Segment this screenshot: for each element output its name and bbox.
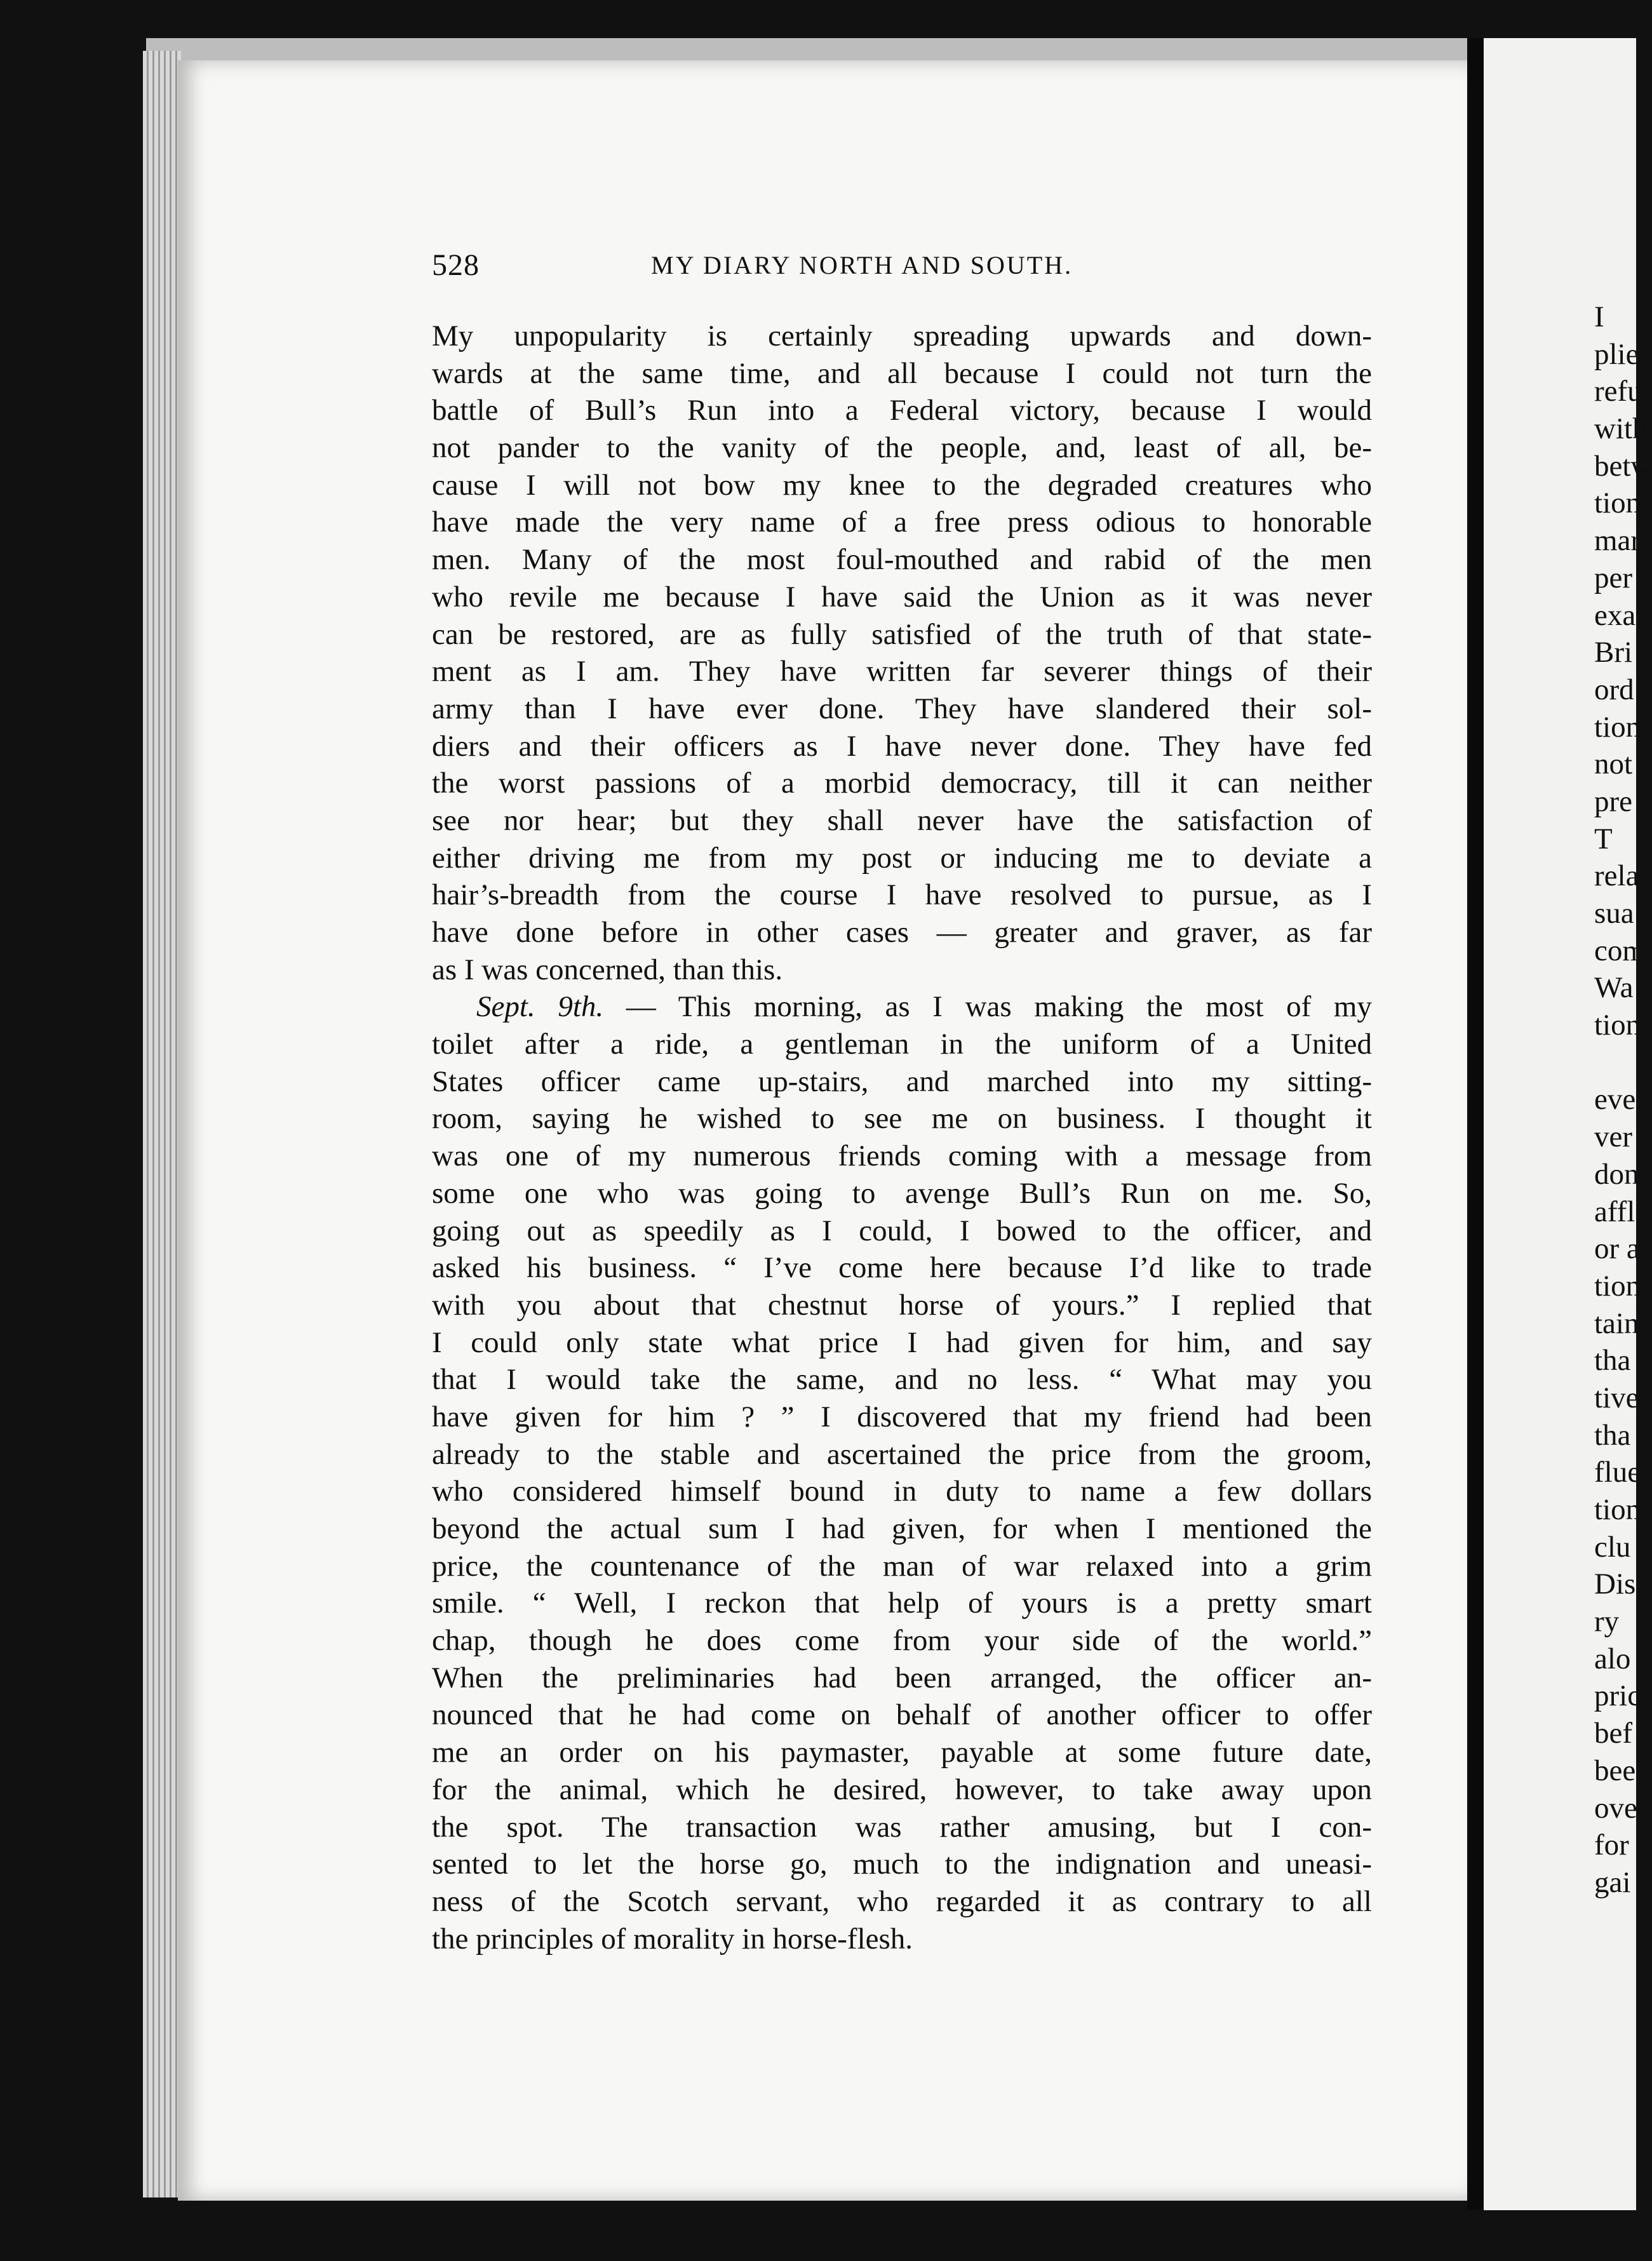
facing-text-fragment: Wa	[1594, 971, 1634, 1005]
text-line: not pander to the vanity of the people, and, least of all, be-	[432, 431, 1372, 465]
facing-text-fragment: tion	[1594, 710, 1641, 744]
diary-date: Sept. 9th.	[476, 990, 604, 1024]
facing-text-fragment: for	[1594, 1828, 1629, 1862]
text-line: was one of my numerous friends coming with a message from	[432, 1139, 1372, 1173]
text-line: the spot. The transaction was rather amusing, but I con-	[432, 1810, 1372, 1844]
text-line: toilet after a ride, a gentleman in the uniform of a United	[432, 1028, 1372, 1061]
text-line	[432, 988, 1372, 1026]
text-line: already to the stable and ascertained the price from the groom,	[432, 1437, 1372, 1471]
facing-text-fragment: tive	[1594, 1381, 1639, 1414]
text-line: who considered himself bound in duty to name a few dollars	[432, 1475, 1372, 1508]
text-line: nounced that he had come on behalf of another officer to offer	[432, 1698, 1372, 1732]
facing-text-fragment: don	[1594, 1157, 1639, 1191]
facing-text-fragment: ver	[1594, 1120, 1633, 1154]
facing-text-fragment: mar	[1594, 524, 1641, 558]
text-line: ment as I am. They have written far severer things of their	[432, 655, 1372, 688]
text-line: States officer came up-stairs, and marched into my sitting-	[432, 1064, 1372, 1098]
facing-text-fragment: pric	[1594, 1679, 1641, 1713]
text-line: that I would take the same, and no less. “ What may you	[432, 1363, 1372, 1397]
text-line-rest: — This morning, as I was making the most of my	[603, 990, 1372, 1024]
text-line: My unpopularity is certainly spreading upwards and down-	[432, 319, 1372, 352]
facing-text-fragment: with	[1594, 412, 1648, 446]
text-line: some one who was going to avenge Bull’s Run on me. So,	[432, 1176, 1372, 1210]
facing-text-fragment: tion	[1594, 1493, 1641, 1526]
text-line: chap, though he does come from your side of the world.”	[432, 1624, 1372, 1658]
text-line: the principles of morality in horse-flesh.	[432, 1922, 913, 1956]
facing-text-fragment: I	[1594, 300, 1604, 333]
facing-text-fragment: per	[1594, 561, 1633, 594]
text-line: beyond the actual sum I had given, for when I mentioned the	[432, 1512, 1372, 1545]
facing-text-fragment: flue	[1594, 1456, 1641, 1489]
body-text	[432, 318, 1372, 1957]
text-line: see nor hear; but they shall never have the satisfaction of	[432, 803, 1372, 837]
text-line: hair’s-breadth from the course I have resolved to pursue, as I	[432, 878, 1372, 912]
text-line: wards at the same time, and all because I could not turn the	[432, 356, 1372, 390]
page-leaf-edges	[143, 51, 181, 2197]
text-line: sented to let the horse go, much to the indignation and uneasi-	[432, 1848, 1372, 1881]
facing-text-fragment: clu	[1594, 1530, 1631, 1564]
facing-text-fragment: ove	[1594, 1791, 1637, 1825]
facing-text-fragment: tha	[1594, 1344, 1631, 1378]
facing-text-fragment: bee	[1594, 1754, 1636, 1787]
text-line: men. Many of the most foul-mouthed and rabid of the men	[432, 543, 1372, 577]
facing-text-fragment: betw	[1594, 449, 1652, 483]
facing-text-fragment: tion	[1594, 1269, 1641, 1303]
text-line: battle of Bull’s Run into a Federal victory, because I would	[432, 394, 1372, 427]
facing-page-text	[1594, 299, 1652, 1902]
facing-text-fragment: T	[1594, 822, 1613, 855]
text-line: I could only state what price I had given for him, and say	[432, 1325, 1372, 1359]
facing-text-fragment: alo	[1594, 1642, 1631, 1675]
facing-text-fragment: Bri	[1594, 636, 1633, 669]
text-line: for the animal, which he desired, however, to take away upon	[432, 1773, 1372, 1806]
facing-text-fragment: com	[1594, 934, 1646, 967]
text-line: have given for him ? ” I discovered that my friend had been	[432, 1400, 1372, 1433]
text-line: going out as speedily as I could, I bowed to the officer, and	[432, 1214, 1372, 1247]
text-line: smile. “ Well, I reckon that help of yours is a pretty smart	[432, 1587, 1372, 1620]
facing-text-fragment: affl	[1594, 1195, 1635, 1228]
page-number: 528	[432, 248, 480, 282]
running-head	[432, 248, 1385, 292]
text-line: price, the countenance of the man of war relaxed into a grim	[432, 1549, 1372, 1583]
text-line: as I was concerned, than this.	[432, 953, 783, 986]
page-top-edge	[146, 38, 1467, 61]
facing-text-fragment: Dis	[1594, 1567, 1636, 1601]
facing-text-fragment: not	[1594, 748, 1633, 781]
text-line: asked his business. “ I’ve come here because I’d like to trade	[432, 1251, 1372, 1285]
text-line: cause I will not bow my knee to the degraded creatures who	[432, 468, 1372, 502]
book-gutter	[1467, 38, 1484, 2210]
facing-text-fragment: rela	[1594, 859, 1639, 893]
facing-text-fragment: gai	[1594, 1865, 1631, 1899]
text-line: have done before in other cases — greater and graver, as far	[432, 916, 1372, 949]
text-line: diers and their officers as I have never done. They have fed	[432, 729, 1372, 763]
text-line: When the preliminaries had been arranged, the officer an-	[432, 1661, 1372, 1694]
facing-text-fragment: refu	[1594, 375, 1642, 408]
facing-text-fragment: exa	[1594, 598, 1636, 632]
text-line: either driving me from my post or inducing me to deviate a	[432, 841, 1372, 875]
text-line: ness of the Scotch servant, who regarded it as contrary to all	[432, 1884, 1372, 1918]
facing-text-fragment: or a	[1594, 1232, 1640, 1266]
text-line: with you about that chestnut horse of yours.” I replied that	[432, 1288, 1372, 1322]
facing-text-fragment: pre	[1594, 784, 1633, 818]
text-line: me an order on his paymaster, payable at some future date,	[432, 1736, 1372, 1769]
facing-text-fragment: plie	[1594, 337, 1639, 371]
facing-text-fragment	[1594, 1044, 1645, 1082]
text-line: have made the very name of a free press odious to honorable	[432, 506, 1372, 539]
running-title: MY DIARY NORTH AND SOUTH.	[651, 251, 1073, 279]
text-line: army than I have ever done. They have slandered their sol-	[432, 692, 1372, 725]
text-line: can be restored, are as fully satisfied of the truth of that state-	[432, 617, 1372, 651]
facing-text-fragment: sua	[1594, 897, 1634, 930]
facing-text-fragment: tain	[1594, 1306, 1639, 1340]
facing-text-fragment: tion	[1594, 1009, 1641, 1042]
text-line: room, saying he wished to see me on business. I thought it	[432, 1102, 1372, 1136]
facing-text-fragment: ord	[1594, 673, 1634, 706]
facing-text-fragment: tha	[1594, 1418, 1631, 1452]
text-line: who revile me because I have said the Union as it was never	[432, 580, 1372, 614]
facing-text-fragment: bef	[1594, 1717, 1633, 1750]
facing-text-fragment: tion	[1594, 486, 1641, 520]
facing-text-fragment: ry	[1594, 1605, 1620, 1639]
facing-text-fragment: eve	[1594, 1083, 1636, 1117]
text-line: the worst passions of a morbid democracy, till it can neither	[432, 767, 1372, 800]
